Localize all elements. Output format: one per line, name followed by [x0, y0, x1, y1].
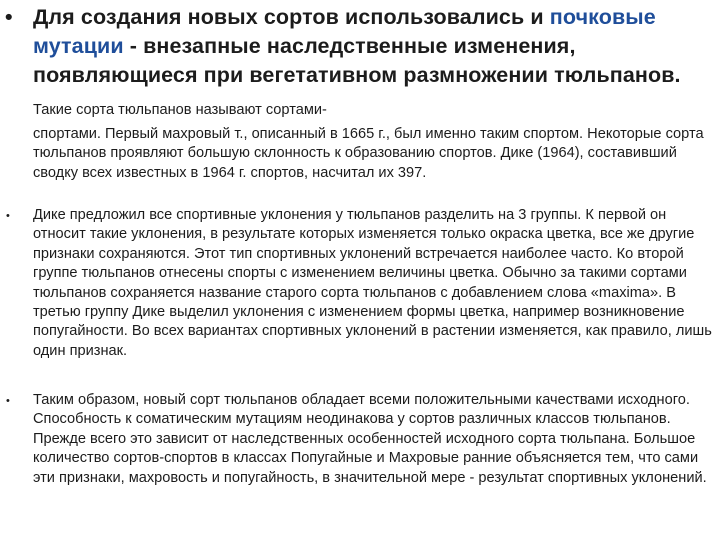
bullet-2-text: Дике предложил все спортивные уклонения у тюльпанов разделить на 3 группы. К первой он относит такие уклонения, в результате которых изменяется только окраска цветка, все же другие признаки сохраняются. Этот тип спортивных уклонений встречается наиболее часто. Ко второй группе тюльпанов отнесены спорты с изменением величины цветка. Обычно за такими сортами тюльпанов сохраняется название старого сорта тюльпанов с добавлением слова «maxima». В третью группу Дике выделил уклонения с изменением формы цветка, например возникновение попугайности. Во всех вариантах спортивных уклонений в растении изменяется, как правило, лишь один признак.	[33, 207, 712, 359]
bullet-3-text: Таким образом, новый сорт тюльпанов обладает всеми положительными качествами исходного. Способность к соматическим мутациям неодинакова у сортов различных классов тюльпанов. Прежде всего это зависит от наследственных особенностей исходного сорта тюльпана. Большое количество сортов-спортов в классах Попугайные и Махровые ранние объясняется тем, что сами эти признаки, махровость и попугайность, в значительной мере - результат спортивных уклонений.	[33, 392, 707, 486]
bullet-marker: •	[6, 210, 10, 222]
bullet-marker: •	[6, 395, 10, 407]
bullet-1-lead: Для создания новых сортов использовались и	[33, 5, 550, 29]
bullet-marker: •	[5, 5, 13, 29]
bullet-1-accent-term: почковые мутации	[33, 5, 656, 58]
bullet-1-small-inline: Такие сорта тюльпанов называют сортами-	[33, 102, 327, 118]
bullet-item-3	[6, 391, 715, 488]
bullet-1-rest: - внезапные наследственные изменения, появляющиеся при вегетативном размножении тюльпанов.	[33, 34, 681, 87]
bullet-item-1	[5, 3, 715, 183]
bullet-1-body: спортами. Первый махровый т., описанный в 1665 г., был именно таким спортом. Некоторые сорта тюльпанов проявляют большую склонность к образованию спортов. Дике (1964), составивший сводку всех известных в 1964 г. спортов, насчитал их 397.	[33, 126, 704, 181]
bullet-item-2	[6, 206, 715, 361]
bullet-1-heading	[5, 3, 715, 125]
